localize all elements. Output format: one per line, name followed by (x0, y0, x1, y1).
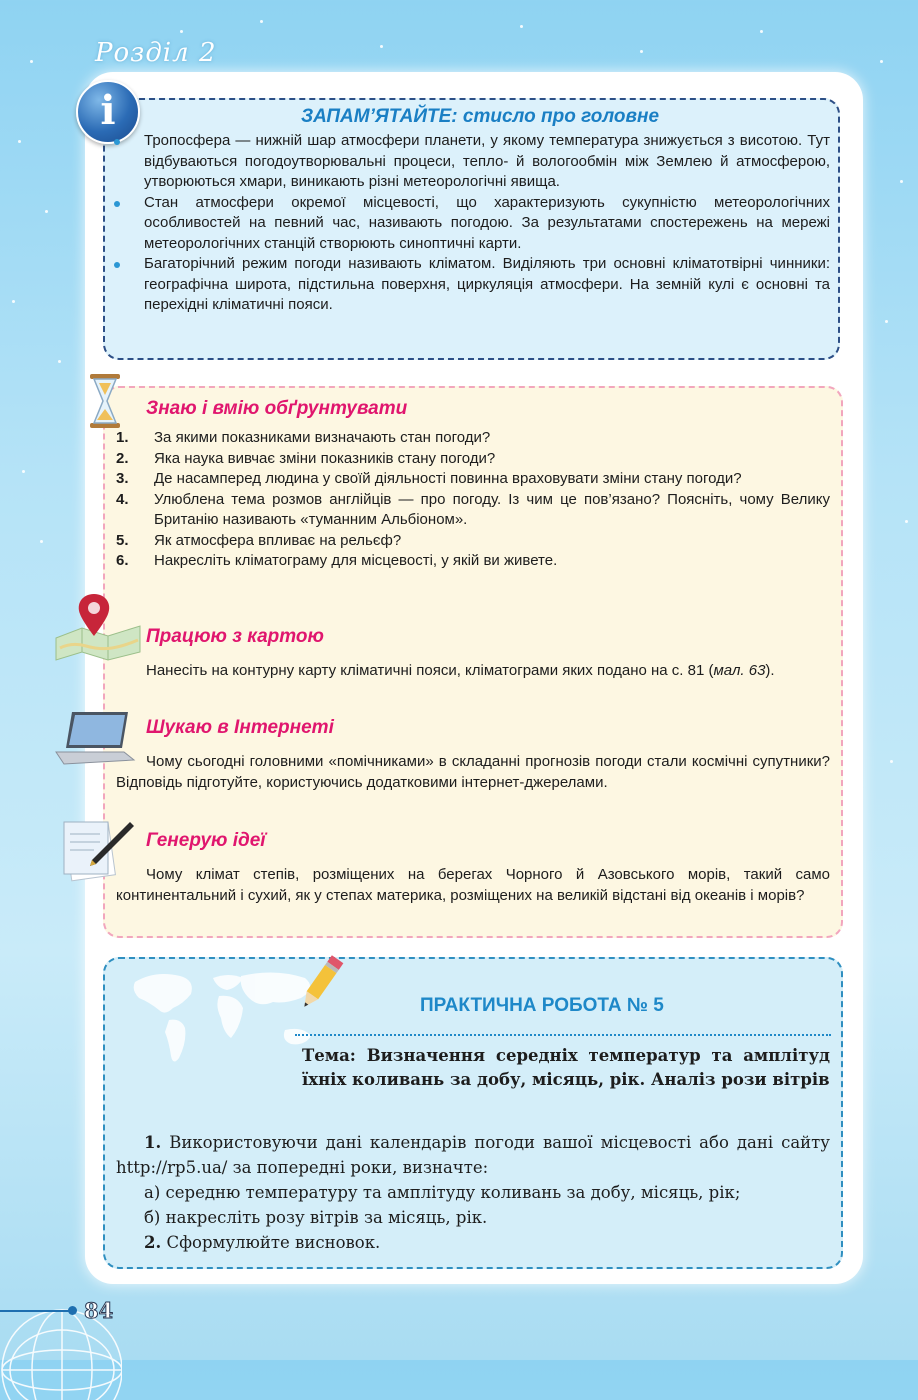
practical-title: ПРАКТИЧНА РОБОТА № 5 (420, 995, 664, 1016)
remember-item: Стан атмосфери окремої місцевості, що характеризують сукупністю метеорологічних особливостей на певний час, називають погодою. За результатами спостережень на мережі метеорологічних станцій створюють синоптичні карти. (110, 193, 830, 255)
practical-step-1: 1. Використовуючи дані календарів погоди вашої місцевості або дані сайту http://rp5.ua/ за попередні роки, визначте: (116, 1133, 830, 1177)
section-label: Розділ 2 (95, 38, 217, 68)
questions-list (116, 428, 830, 572)
footer-dot (68, 1306, 77, 1315)
remember-item: Тропосфера — нижній шар атмосфери планети, у якому температура знижується з висотою. Тут відбуваються погодоутворювальні процеси, тепло- й вологообмін між Землею й атмосферою, утворюються хмари, виникають різні метеорологічні явища. (110, 131, 830, 193)
divider (295, 1034, 831, 1036)
practical-step-1b: б) накресліть розу вітрів за місяць, рік. (144, 1208, 488, 1227)
practical-step-1a: а) середню температуру та амплітуду коливань за добу, місяць, рік; (144, 1183, 741, 1202)
internet-task-text: Чому сьогодні головними «помічниками» в складанні прогнозів погоди стали космічні супутники? Відповідь підготуйте, користуючись додатковими інтернет-джерелами. (116, 753, 830, 791)
remember-list (110, 131, 830, 316)
map-pin-icon (52, 590, 144, 662)
ideas-task-text: Чому клімат степів, розміщених на берегах Чорного й Азовського морів, такий само континентальний і сухий, як у степах материка, розміщених на великій відстані від океанів і морів? (116, 866, 830, 904)
question-item: 3. Де насамперед людина у своїй діяльності повинна враховувати зміни стану погоди? (116, 470, 742, 487)
ideas-heading: Генерую ідеї (146, 830, 266, 851)
question-item: 1. За якими показниками визначають стан погоди? (116, 429, 491, 446)
hourglass-icon (88, 373, 122, 429)
pencil-icon (290, 952, 352, 1014)
question-item: 2. Яка наука вивчає зміни показників стану погоди? (116, 449, 496, 467)
practical-topic: Тема: Визначення середніх температур та амплітуд їхніх коливань за добу, місяць, рік. Аналіз рози вітрів (302, 1046, 830, 1089)
footer-line (0, 1310, 70, 1312)
internet-heading: Шукаю в Інтернеті (146, 717, 334, 738)
remember-item: Багаторічний режим погоди називають кліматом. Виділяють три основні кліматотвірні чинники: географічна широта, підстильна поверхня, циркуляція атмосфери. На земній кулі є основні та перехідні кліматичні пояси. (110, 254, 830, 316)
know-heading: Знаю і вмію обґрунтувати (146, 398, 408, 419)
page-number: 84 (84, 1298, 114, 1323)
question-item: 6. Накресліть кліматограму для місцевості, у якій ви живете. (116, 552, 558, 569)
question-item: 4. Улюблена тема розмов англійців — про погоду. Із чим це пов’язано? Поясніть, чому Велику Британію називають «туманним Альбіоном». (116, 490, 830, 528)
map-heading: Працюю з картою (146, 626, 324, 647)
practical-step-2: 2. Сформулюйте висновок. (144, 1233, 381, 1252)
question-item: 5. Як атмосфера впливає на рельєф? (116, 531, 402, 549)
map-task-text: Нанесіть на контурну карту кліматичні пояси, кліматограми яких подано на с. 81 (мал. 63). (146, 662, 775, 679)
remember-title: ЗАПАМ’ЯТАЙТЕ: стисло про головне (300, 106, 660, 127)
info-icon: i (76, 80, 140, 144)
